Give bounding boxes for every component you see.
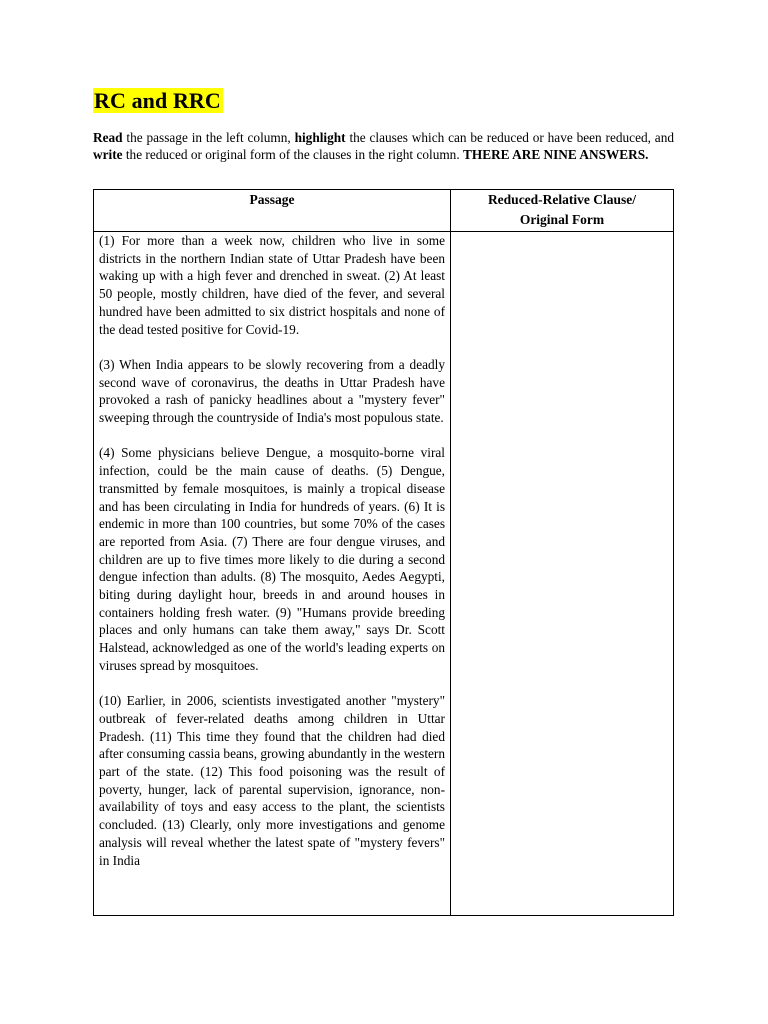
instruction-read: Read [93,130,123,145]
passage-cell [94,232,451,916]
instruction-text-3: the reduced or original form of the clauses in the right column. [122,146,463,162]
instructions [93,130,674,163]
instruction-highlight: highlight [294,130,346,145]
answer-header-line-2: Original Form [519,212,605,227]
instruction-emphasis: THERE ARE NINE ANSWERS. [462,146,649,162]
answer-cell[interactable] [451,232,674,916]
instruction-text-1: the passage in the left column, [122,130,295,145]
instruction-text-2: the clauses which can be reduced or have been reduced, and [345,130,674,145]
passage-paragraph-1: (1) For more than a week now, children who live in some districts in the northern Indian state of Uttar Pradesh have been waking up with a high fever and drenched in sweat. (2) At least 50 people, mostly children, have died of the fever, and several hundred have been admitted to six district hospitals and none of the dead tested positive for Covid-19. [99,233,445,337]
page-title: RC and RRC [94,88,221,113]
passage-paragraph-4: (10) Earlier, in 2006, scientists investigated another "mystery" outbreak of fever-related deaths among children in Uttar Pradesh. (11) This time they found that the children had died after consuming cassia beans, growing abundantly in the western part of the state. (12) This food poisoning was the result of poverty, hunger, lack of parental supervision, ignorance, non-availability of toys and easy access to the plant, the scientists concluded. (13) Clearly, only more investigations and genome analysis will reveal whether the latest spate of "mystery fevers" in India [99,693,445,868]
instruction-write: write [93,146,123,162]
answer-header-line-1: Reduced-Relative Clause/ [487,192,637,207]
passage-header: Passage [94,190,451,232]
answer-header [451,190,674,232]
table-header-row [94,190,674,232]
passage-paragraph-3: (4) Some physicians believe Dengue, a mosquito-borne viral infection, could be the main cause of deaths. (5) Dengue, transmitted by female mosquitoes, is mainly a tropical disease and has been circulating in India for hundreds of years. (6) It is endemic in more than 100 countries, but some 70% of the cases are reported from Asia. (7) There are four dengue viruses, and children are up to five times more likely to die during a second dengue infection than adults. (8) The mosquito, Aedes Aegypti, biting during daylight hour, breeds in and around houses in containers holding fresh water. (9) "Humans provide breeding places and only humans can take them away," says Dr. Scott Halstead, acknowledged as one of the world's leading experts on viruses spread by mosquitoes. [99,445,445,673]
exercise-table [93,189,674,916]
passage-paragraph-2: (3) When India appears to be slowly recovering from a deadly second wave of coronavirus, the deaths in Uttar Pradesh have provoked a rash of panicky headlines about a "mystery fever" sweeping through the countryside of India's most populous state. [99,356,445,426]
table-row [94,232,674,916]
